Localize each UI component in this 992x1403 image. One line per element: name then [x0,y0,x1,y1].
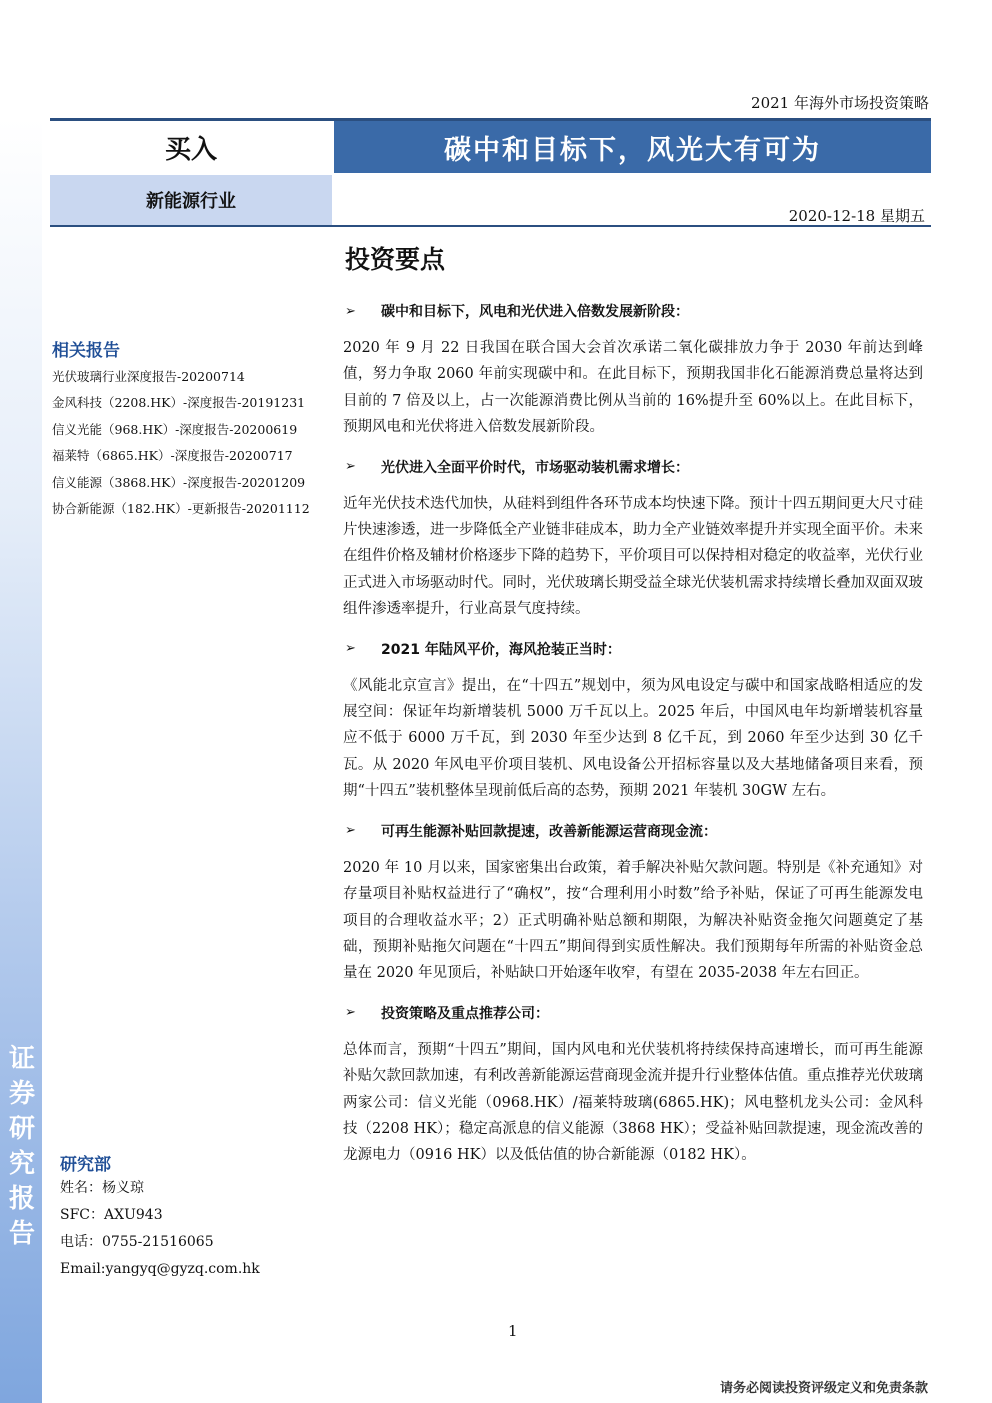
section-paragraph: 总体而言，预期“十四五”期间，国内风电和光伏装机将持续保持高速增长，而可再生能源补贴欠款回款加速，有利改善新能源运营商现金流并提升行业整体估值。重点推荐光伏玻璃两家公司：信义光能（0968.HK）/福莱特玻璃(6865.HK)；风电整机龙头公司：金风科技（2208 HK）；稳定高派息的信义能源（3868 HK）；受益补贴回款提速，现金流改善的龙源电力（0916 HK）以及低估值的协合新能源（0182 HK）。 [343,1041,923,1164]
content-section [343,451,923,623]
content-section [343,997,923,1169]
section-heading [343,295,923,327]
analyst-email: Email:yangyq@gyzq.com.hk [60,1261,260,1277]
related-reports-title: 相关报告 [52,341,120,361]
section-heading-text: 碳中和目标下，风电和光伏进入倍数发展新阶段： [381,304,689,320]
bullet-arrow-icon: ➢ [345,823,356,839]
related-report-item: 光伏玻璃行业深度报告-20200714 [52,369,245,384]
section-title: 投资要点 [345,245,446,274]
section-heading [343,997,923,1029]
vertical-char: 证 [8,1044,35,1074]
rating-badge: 买入 [50,121,332,173]
vertical-char: 研 [8,1114,35,1144]
section-heading [343,815,923,847]
bullet-arrow-icon: ➢ [345,303,356,319]
main-content [343,295,923,1179]
related-report-item: 福莱特（6865.HK）-深度报告-20200717 [52,448,293,464]
bullet-arrow-icon: ➢ [345,641,356,657]
vertical-char: 究 [8,1149,35,1179]
analyst-sfc: SFC：AXU943 [60,1207,163,1223]
page-number: 1 [508,1322,518,1340]
content-section [343,815,923,987]
related-report-item: 信义光能（968.HK）-深度报告-20200619 [52,421,298,437]
vertical-char: 报 [8,1184,35,1214]
vertical-char: 券 [8,1079,35,1109]
content-section [343,633,923,805]
section-heading-text: 光伏进入全面平价时代，市场驱动装机需求增长： [381,459,689,476]
analyst-contact [60,1175,260,1283]
section-heading [343,451,923,483]
section-paragraph: 《风能北京宣言》提出，在“十四五”规划中，须为风电设定与碳中和国家战略相适应的发展空间：保证年均新增装机 5000 万千瓦以上。2025 年后，中国风电年均新增装机容量应不低于 6000 万千瓦，到 2030 年至少达到 8 亿千瓦，到 2060 年至少达到 30 亿千瓦。从 2020 年风电平价项目装机、风电设备公开招标容量以及大基地储备项目来看，预期“十四五”装机整体呈现前低后高的态势，预期 2021 年装机 30GW 左右。 [343,677,923,800]
section-paragraph: 2020 年 10 月以来，国家密集出台政策，着手解决补贴欠款问题。特别是《补充通知》对存量项目补贴权益进行了“确权”，按“合理利用小时数”给予补贴，保证了可再生能源发电项目的合理收益水平；2）正式明确补贴总额和期限，为解决补贴资金拖欠问题奠定了基础，预期补贴拖欠问题在“十四五”期间得到实质性解决。我们预期每年所需的补贴资金总量在 2020 年见顶后，补贴缺口开始逐年收窄，有望在 2035-2038 年左右回正。 [343,859,923,982]
footer-disclaimer: 请务必阅读投资评级定义和免责条款 [719,1381,928,1396]
series-title: 2021 年海外市场投资策略 [751,94,929,112]
research-dept-title: 研究部 [60,1155,111,1175]
related-report-item: 金风科技（2208.HK）-深度报告-20191231 [52,395,306,411]
section-heading-text: 可再生能源补贴回款提速，改善新能源运营商现金流： [381,823,717,840]
header-bottom-rule [50,225,931,227]
section-heading-text: 投资策略及重点推荐公司： [381,1005,549,1022]
vertical-char: 告 [8,1219,35,1249]
section-paragraph: 2020 年 9 月 22 日我国在联合国大会首次承诺二氧化碳排放力争于 2030 年前达到峰值，努力争取 2060 年前实现碳中和。在此目标下，预期我国非化石能源消费总量将达到目前的 7 倍及以上，占一次能源消费比例从当前的 16%提升至 60%以上。在此目标下，预期风电和光伏将进入倍数发展新阶段。 [343,340,923,436]
related-reports-list [52,364,337,522]
vertical-report-label [8,1042,36,1252]
section-heading [343,633,923,665]
report-date: 2020-12-18 星期五 [788,207,925,225]
related-report-item: 信义能源（3868.HK）-深度报告-20201209 [52,474,306,490]
industry-label: 新能源行业 [50,175,332,225]
analyst-name: 姓名：杨义琼 [60,1180,144,1196]
report-headline: 碳中和目标下，风光大有可为 [334,121,931,173]
related-report-item: 协合新能源（182.HK）-更新报告-20201112 [52,501,310,517]
bullet-arrow-icon: ➢ [345,1005,356,1021]
section-heading-text: 2021 年陆风平价，海风抢装正当时： [381,641,621,658]
bullet-arrow-icon: ➢ [345,459,356,475]
analyst-phone: 电话：0755-21516065 [60,1234,214,1250]
content-section [343,295,923,441]
section-paragraph: 近年光伏技术迭代加快，从硅料到组件各环节成本均快速下降。预计十四五期间更大尺寸硅片快速渗透，进一步降低全产业链非硅成本，助力全产业链效率提升并实现全面平价。未来在组件价格及辅材价格逐步下降的趋势下，平价项目可以保持相对稳定的收益率，光伏行业正式进入市场驱动时代。同时，光伏玻璃长期受益全球光伏装机需求持续增长叠加双面双玻组件渗透率提升，行业高景气度持续。 [343,495,923,618]
